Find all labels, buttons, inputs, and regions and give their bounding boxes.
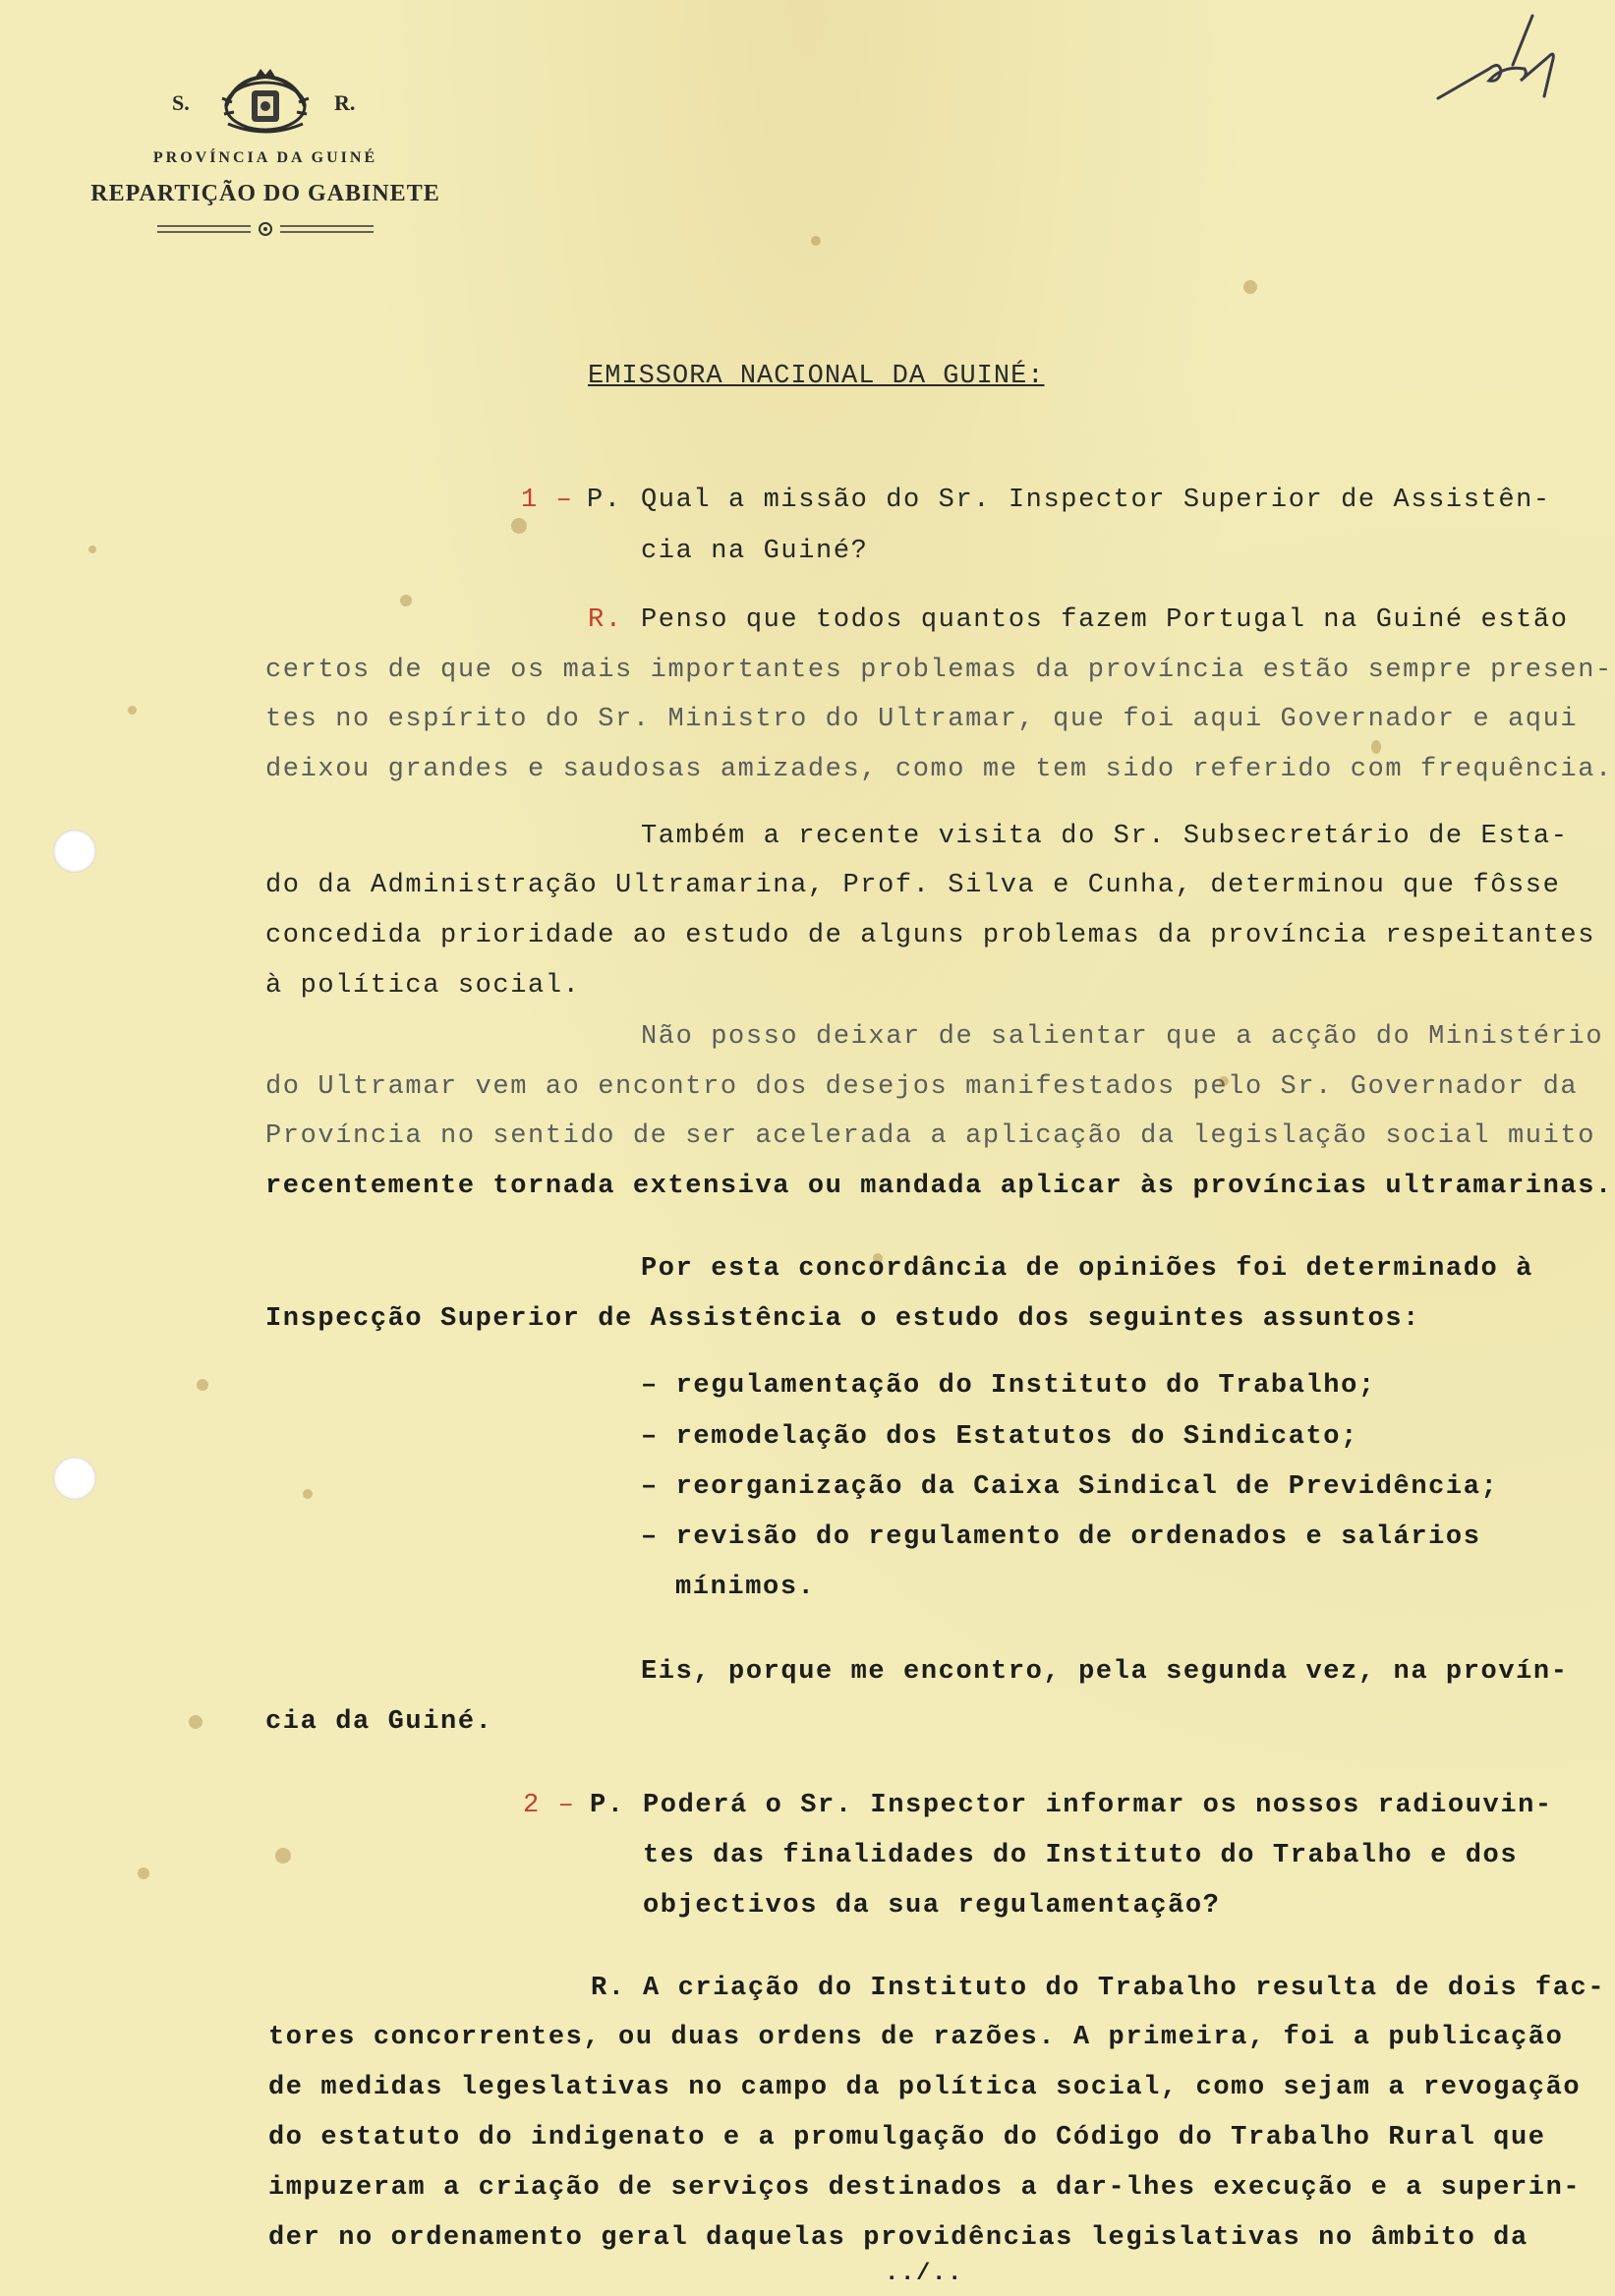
answer-text-line: do da Administração Ultramarina, Prof. Silva e Cunha, determinou que fôsse bbox=[265, 871, 1561, 900]
answer-text-line: Inspecção Superior de Assistência o estudo dos seguintes assuntos: bbox=[265, 1304, 1420, 1334]
foxing-spot bbox=[1243, 280, 1257, 294]
answer-text-line: concedida prioridade ao estudo de alguns problemas da província respeitantes bbox=[265, 921, 1595, 950]
answer-marker: R. bbox=[591, 1974, 626, 2003]
answer-text-line: Eis, porque me encontro, pela segunda vez, na provín- bbox=[641, 1657, 1569, 1687]
foxing-spot bbox=[88, 545, 96, 553]
question-number: 1 – bbox=[521, 486, 574, 515]
list-item: – revisão do regulamento de ordenados e salários bbox=[641, 1522, 1481, 1552]
answer-text-line: cia da Guiné. bbox=[265, 1707, 493, 1737]
handwritten-signature bbox=[1430, 10, 1578, 108]
foxing-spot bbox=[189, 1715, 202, 1729]
answer-text-line: de medidas legeslativas no campo da política social, como sejam a revogação bbox=[268, 2073, 1582, 2102]
foxing-spot bbox=[128, 706, 137, 715]
coat-of-arms-emblem bbox=[216, 69, 315, 140]
foxing-spot bbox=[1219, 1076, 1229, 1086]
question-text-line: cia na Guiné? bbox=[641, 537, 869, 566]
letterhead-province: PROVÍNCIA DA GUINÉ bbox=[152, 149, 378, 166]
list-item: – regulamentação do Instituto do Trabalho; bbox=[641, 1371, 1376, 1401]
answer-text-line: certos de que os mais importantes problemas da província estão sempre presen- bbox=[265, 656, 1613, 685]
answer-text-line: Penso que todos quantos fazem Portugal na Guiné estão bbox=[641, 605, 1569, 635]
answer-text-line: do Ultramar vem ao encontro dos desejos manifestados pelo Sr. Governador da bbox=[265, 1072, 1579, 1102]
question-text-line: Poderá o Sr. Inspector informar os nossos radiouvin- bbox=[643, 1791, 1553, 1820]
question-text-line: tes das finalidades do Instituto do Trabalho e dos bbox=[643, 1841, 1519, 1870]
foxing-spot bbox=[1371, 740, 1381, 754]
answer-text-line: Não posso deixar de salientar que a acção do Ministério bbox=[641, 1022, 1604, 1052]
answer-text-line: Por esta concordância de opiniões foi determinado à bbox=[641, 1254, 1533, 1284]
punch-hole bbox=[53, 830, 96, 873]
foxing-spot bbox=[303, 1489, 313, 1499]
answer-text-line: tores concorrentes, ou duas ordens de razões. A primeira, foi a publicação bbox=[268, 2023, 1564, 2052]
answer-marker: R. bbox=[588, 605, 623, 635]
question-text-line: Qual a missão do Sr. Inspector Superior de Assistên- bbox=[641, 486, 1551, 515]
question-number: 2 – bbox=[523, 1791, 576, 1820]
answer-text-line: do estatuto do indigenato e a promulgação do Código do Trabalho Rural que bbox=[268, 2123, 1546, 2152]
answer-text-line: tes no espírito do Sr. Ministro do Ultramar, que foi aqui Governador e aqui bbox=[265, 705, 1579, 734]
list-item: – remodelação dos Estatutos do Sindicato; bbox=[641, 1422, 1358, 1452]
list-item: – reorganização da Caixa Sindical de Previdência; bbox=[641, 1472, 1499, 1502]
answer-text-line: recentemente tornada extensiva ou mandada aplicar às províncias ultramarinas. bbox=[265, 1172, 1613, 1201]
question-marker: P. bbox=[590, 1791, 625, 1820]
foxing-spot bbox=[400, 595, 412, 606]
letterhead-initial-r: R. bbox=[334, 90, 356, 115]
letterhead-department: REPARTIÇÃO DO GABINETE bbox=[90, 181, 440, 206]
continuation-mark: ../.. bbox=[885, 2261, 964, 2287]
question-marker: P. bbox=[587, 486, 622, 515]
letterhead-initial-s: S. bbox=[172, 90, 190, 115]
foxing-spot bbox=[873, 1253, 883, 1263]
foxing-spot bbox=[811, 236, 821, 246]
answer-text-line: Também a recente visita do Sr. Subsecretário de Esta- bbox=[641, 822, 1569, 851]
answer-text-line: der no ordenamento geral daquelas providências legislativas no âmbito da bbox=[268, 2223, 1528, 2253]
foxing-spot bbox=[275, 1848, 291, 1864]
question-text-line: objectivos da sua regulamentação? bbox=[643, 1891, 1221, 1921]
answer-text-line: deixou grandes e saudosas amizades, como me tem sido referido com frequência. bbox=[265, 755, 1613, 784]
foxing-spot bbox=[138, 1867, 149, 1879]
page-title: EMISSORA NACIONAL DA GUINÉ: bbox=[588, 362, 1045, 391]
list-item-continuation: mínimos. bbox=[675, 1573, 816, 1602]
letterhead-ornament-divider bbox=[157, 219, 374, 239]
answer-text-line: A criação do Instituto do Trabalho resulta de dois fac- bbox=[643, 1974, 1606, 2003]
foxing-spot bbox=[511, 518, 527, 534]
letterhead bbox=[59, 69, 472, 244]
answer-text-line: impuzeram a criação de serviços destinados a dar-lhes execução e a superin- bbox=[268, 2173, 1582, 2203]
answer-text-line: Província no sentido de ser acelerada a aplicação da legislação social muito bbox=[265, 1121, 1595, 1151]
punch-hole bbox=[53, 1457, 96, 1500]
answer-text-line: à política social. bbox=[265, 971, 581, 1001]
foxing-spot bbox=[197, 1379, 208, 1391]
